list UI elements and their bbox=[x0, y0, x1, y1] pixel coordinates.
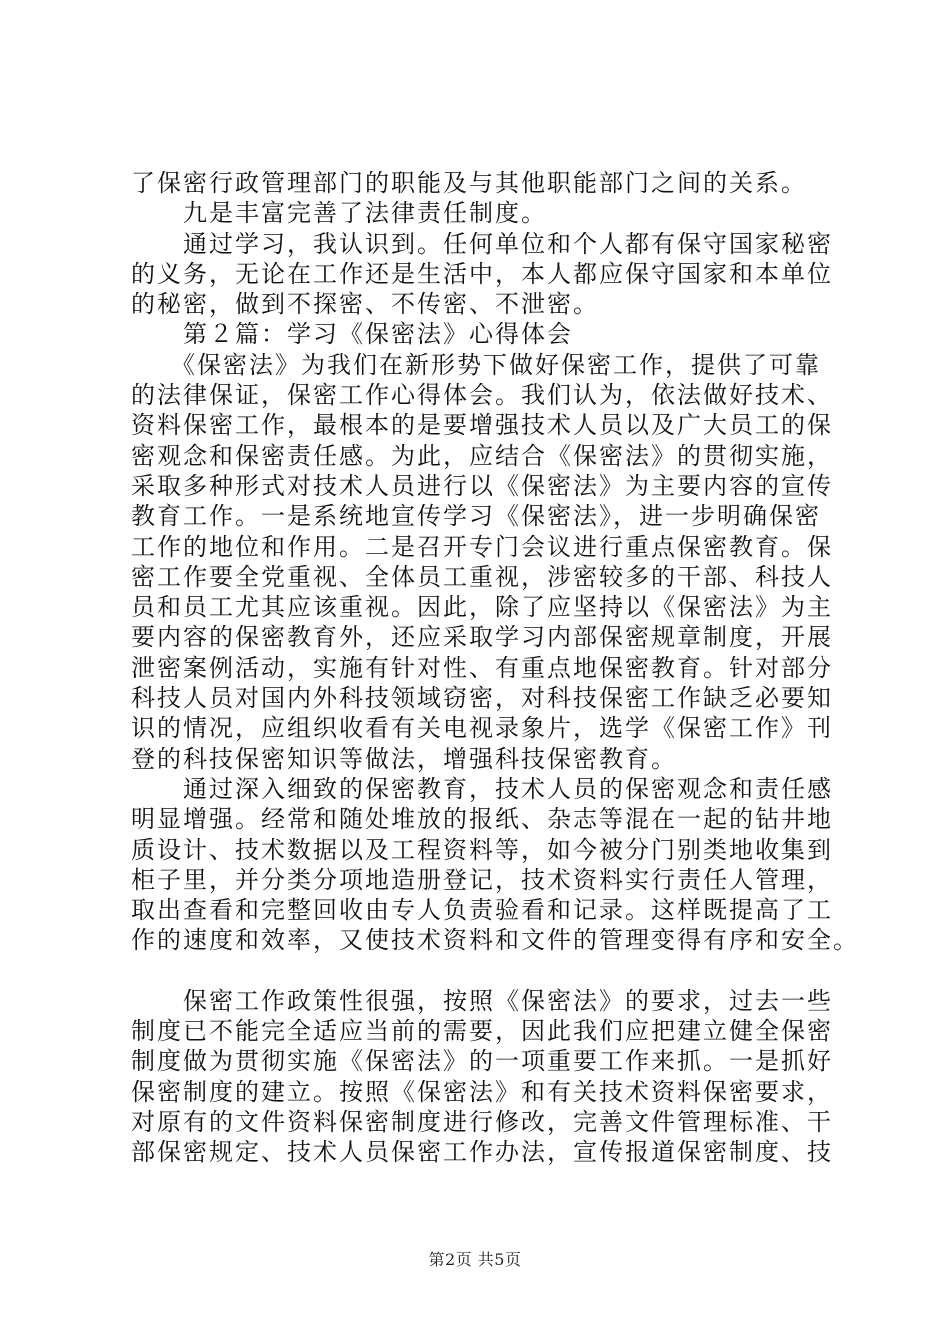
text-line: 明显增强。经常和随处堆放的报纸、杂志等混在一起的钻井地 bbox=[131, 805, 833, 834]
text-line: 对原有的文件资料保密制度进行修改，完善文件管理标准、干 bbox=[131, 1107, 833, 1136]
text-line: 科技人员对国内外科技领域窃密，对科技保密工作缺乏必要知 bbox=[131, 684, 833, 713]
text-line: 通过深入细致的保密教育，技术人员的保密观念和责任感 bbox=[183, 774, 833, 803]
section-heading: 第２篇：学习《保密法》心得体会 bbox=[183, 320, 573, 349]
text-line: 九是丰富完善了法律责任制度。 bbox=[183, 199, 547, 228]
text-line: 保密工作政策性很强，按照《保密法》的要求，过去一些 bbox=[183, 986, 833, 1015]
text-line: 作的速度和效率，又使技术资料和文件的管理变得有序和安全。 bbox=[131, 926, 859, 955]
text-line: 登的科技保密知识等做法，增强科技保密教育。 bbox=[131, 744, 677, 773]
text-line: 部保密规定、技术人员保密工作办法，宣传报道保密制度、技 bbox=[131, 1138, 833, 1167]
text-line: 的秘密，做到不探密、不传密、不泄密。 bbox=[131, 290, 599, 319]
document-body bbox=[131, 168, 859, 1168]
text-line: 教育工作。一是系统地宣传学习《保密法》，进一步明确保密 bbox=[131, 502, 821, 531]
page-footer bbox=[0, 1247, 950, 1270]
blank-line bbox=[131, 956, 831, 986]
text-line: 资料保密工作，最根本的是要增强技术人员以及广大员工的保 bbox=[131, 411, 833, 440]
text-line: 采取多种形式对技术人员进行以《保密法》为主要内容的宣传 bbox=[131, 471, 833, 500]
text-line: 的法律保证，保密工作心得体会。我们认为，依法做好技术、 bbox=[131, 381, 833, 410]
text-line: 的义务，无论在工作还是生活中，本人都应保守国家和本单位 bbox=[131, 259, 833, 288]
text-line: 《保密法》为我们在新形势下做好保密工作，提供了可靠 bbox=[171, 350, 821, 379]
text-line: 密工作要全党重视、全体员工重视，涉密较多的干部、科技人 bbox=[131, 562, 833, 591]
page-number: 第2页 共5页 bbox=[428, 1250, 522, 1269]
text-line: 识的情况，应组织收看有关电视录象片，选学《保密工作》刊 bbox=[131, 714, 833, 743]
text-line: 柜子里，并分类分项地造册登记，技术资料实行责任人管理， bbox=[131, 865, 833, 894]
text-line: 员和员工尤其应该重视。因此，除了应坚持以《保密法》为主 bbox=[131, 593, 833, 622]
text-line: 保密制度的建立。按照《保密法》和有关技术资料保密要求， bbox=[131, 1077, 833, 1106]
text-line: 通过学习，我认识到。任何单位和个人都有保守国家秘密 bbox=[183, 229, 833, 258]
text-line: 密观念和保密责任感。为此，应结合《保密法》的贯彻实施， bbox=[131, 441, 833, 470]
text-line: 了保密行政管理部门的职能及与其他职能部门之间的关系。 bbox=[131, 169, 807, 197]
text-line: 制度做为贯彻实施《保密法》的一项重要工作来抓。一是抓好 bbox=[131, 1047, 833, 1076]
text-line: 取出查看和完整回收由专人负责验看和记录。这样既提高了工 bbox=[131, 896, 833, 925]
text-line: 工作的地位和作用。二是召开专门会议进行重点保密教育。保 bbox=[131, 532, 833, 561]
text-line: 泄密案例活动，实施有针对性、有重点地保密教育。针对部分 bbox=[131, 653, 833, 682]
text-line: 质设计、技术数据以及工程资料等，如今被分门别类地收集到 bbox=[131, 835, 833, 864]
text-line: 制度已不能完全适应当前的需要，因此我们应把建立健全保密 bbox=[131, 1017, 833, 1046]
text-line: 要内容的保密教育外，还应采取学习内部保密规章制度，开展 bbox=[131, 623, 833, 652]
